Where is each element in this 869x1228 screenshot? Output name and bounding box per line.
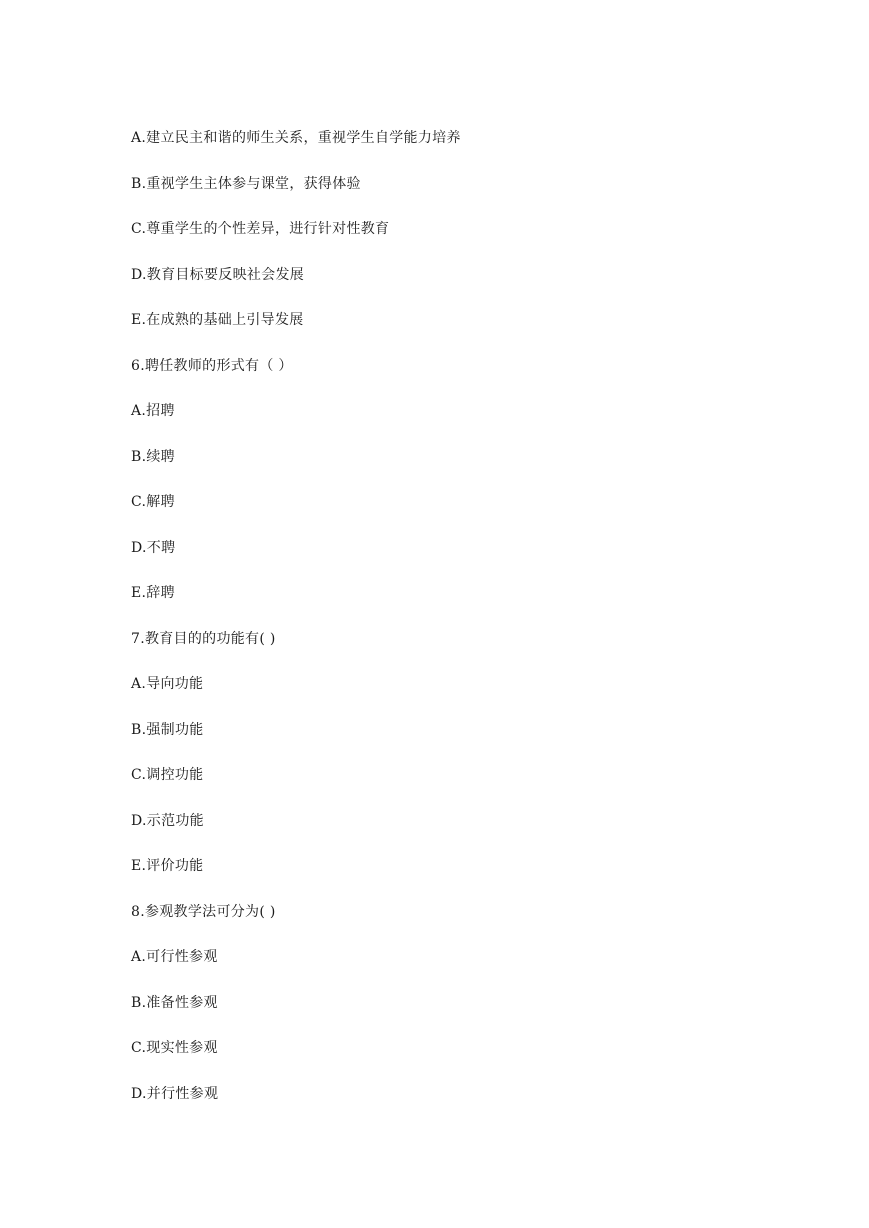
option-6a: A.招聘 [131, 403, 175, 419]
option-5d: D.教育目标要反映社会发展 [131, 266, 305, 283]
option-7e: E.评价功能 [131, 858, 204, 874]
option-7d: D.示范功能 [131, 812, 204, 829]
option-6c: C.解聘 [131, 494, 175, 510]
option-8a: A.可行性参观 [131, 949, 218, 965]
option-7c: C.调控功能 [131, 767, 204, 783]
option-8b: B.准备性参观 [131, 994, 218, 1011]
option-5b: B.重视学生主体参与课堂，获得体验 [131, 175, 361, 192]
option-5a: A.建立民主和谐的师生关系，重视学生自学能力培养 [131, 130, 461, 146]
question-6: 6.聘任教师的形式有（ ） [131, 357, 293, 374]
option-8d: D.并行性参观 [131, 1085, 219, 1102]
option-8c: C.现实性参观 [131, 1040, 218, 1056]
question-list [131, 127, 461, 1128]
question-7: 7.教育目的的功能有( ) [131, 630, 276, 647]
option-6b: B.续聘 [131, 448, 175, 465]
option-6e: E.辞聘 [131, 585, 175, 601]
option-5c: C.尊重学生的个性差异，进行针对性教育 [131, 221, 390, 237]
question-8: 8.参观教学法可分为( ) [131, 903, 276, 920]
option-7b: B.强制功能 [131, 721, 204, 738]
option-6d: D.不聘 [131, 539, 176, 556]
option-7a: A.导向功能 [131, 676, 204, 692]
option-5e: E.在成熟的基础上引导发展 [131, 312, 304, 328]
